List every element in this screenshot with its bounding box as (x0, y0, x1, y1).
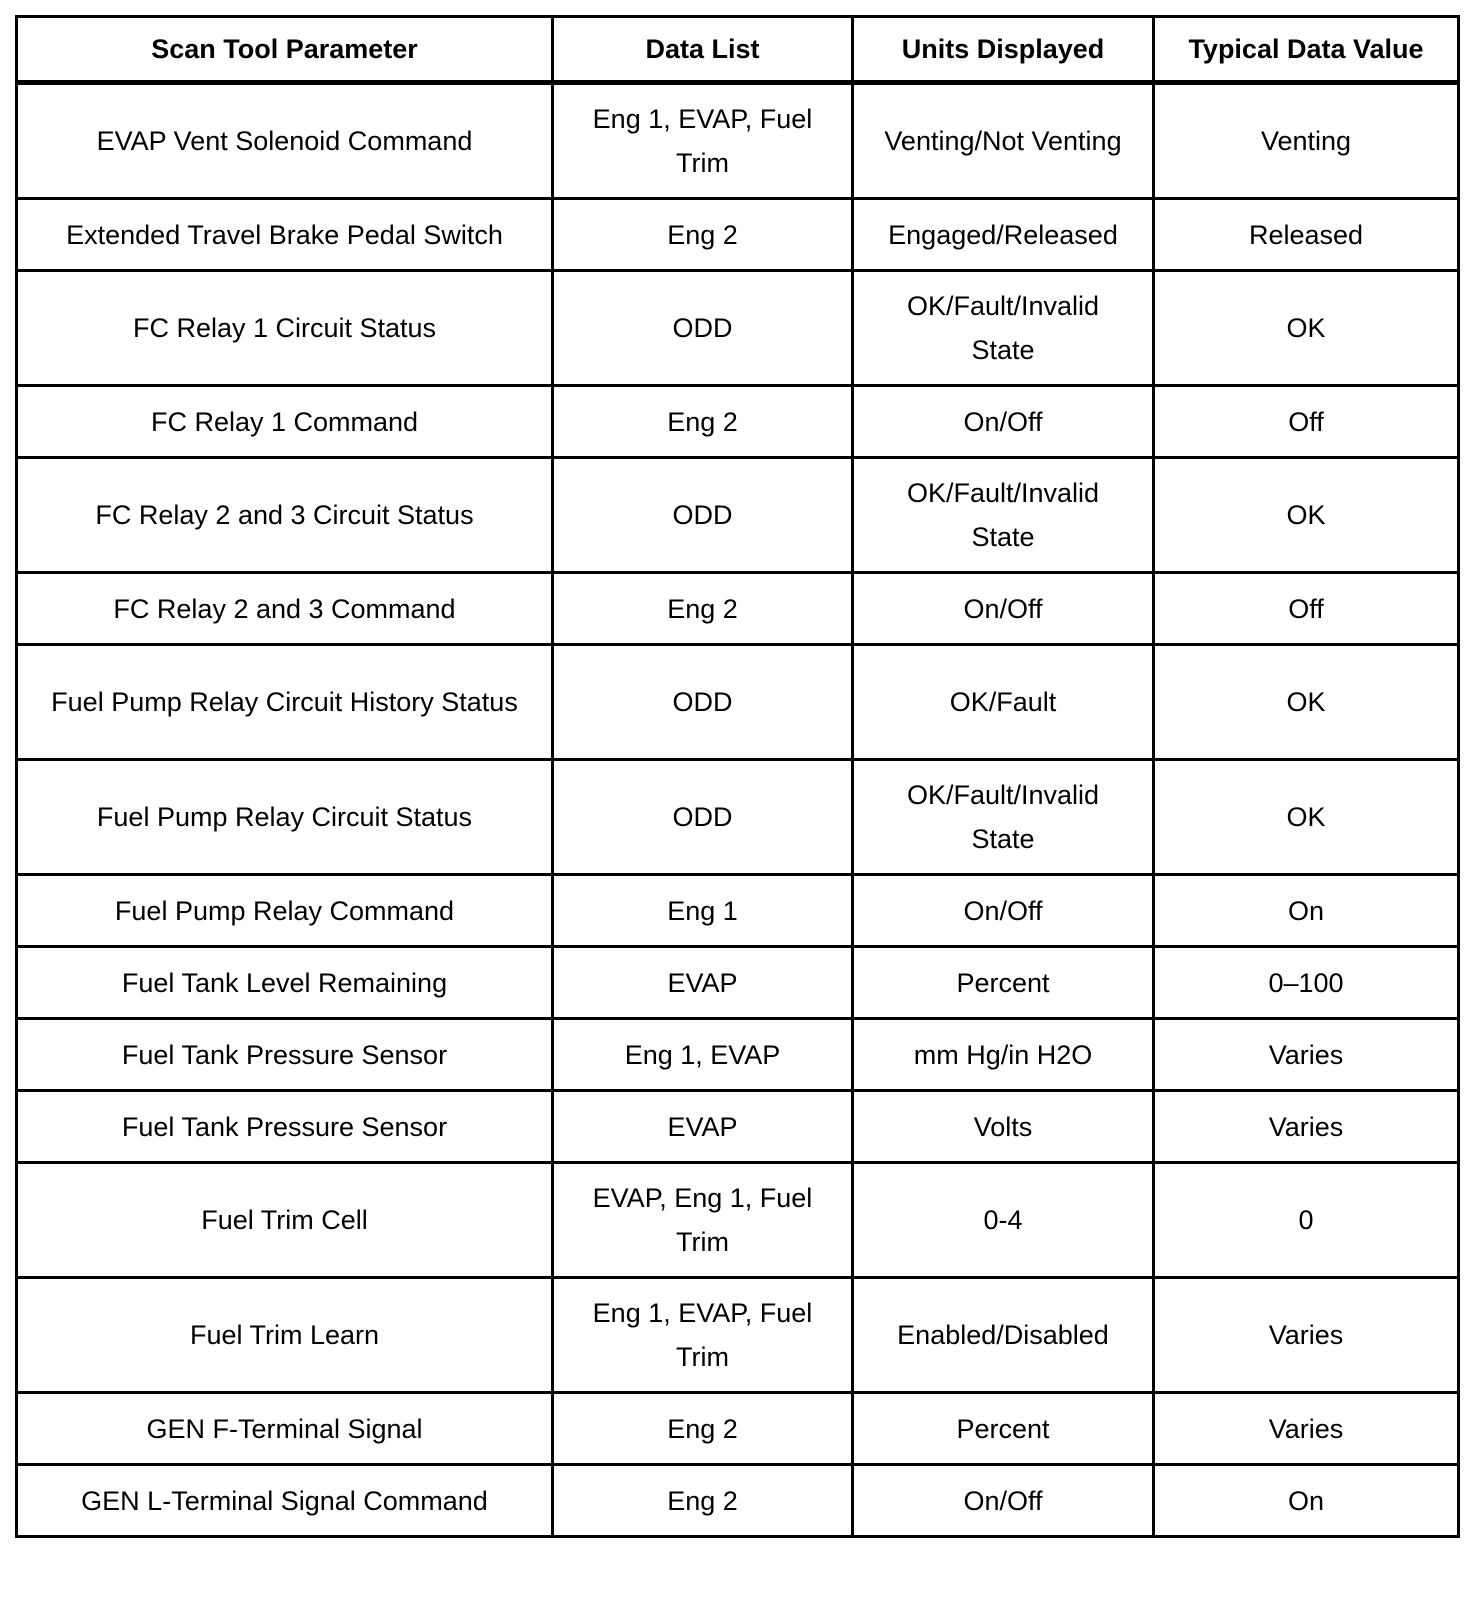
cell-typical-value: Varies (1154, 1091, 1459, 1163)
cell-parameter: FC Relay 2 and 3 Command (17, 573, 553, 645)
cell-units: On/Off (853, 875, 1154, 947)
cell-data-list: Eng 1, EVAP (553, 1019, 853, 1091)
cell-units: Percent (853, 947, 1154, 1019)
cell-units: On/Off (853, 386, 1154, 458)
table-row (17, 1091, 1459, 1163)
table-row (17, 386, 1459, 458)
cell-data-list: Eng 2 (553, 1393, 853, 1465)
cell-units: Volts (853, 1091, 1154, 1163)
table-row (17, 1163, 1459, 1278)
cell-data-list: ODD (553, 760, 853, 875)
cell-data-list: Eng 2 (553, 386, 853, 458)
cell-parameter: Fuel Tank Pressure Sensor (17, 1091, 553, 1163)
cell-typical-value: OK (1154, 458, 1459, 573)
cell-typical-value: On (1154, 875, 1459, 947)
cell-parameter: Fuel Tank Pressure Sensor (17, 1019, 553, 1091)
cell-typical-value: 0–100 (1154, 947, 1459, 1019)
cell-units: OK/Fault/Invalid State (853, 271, 1154, 386)
cell-typical-value: Varies (1154, 1393, 1459, 1465)
table-row (17, 458, 1459, 573)
table-row (17, 1019, 1459, 1091)
cell-units: OK/Fault (853, 645, 1154, 760)
cell-parameter: Fuel Trim Cell (17, 1163, 553, 1278)
cell-data-list: Eng 2 (553, 199, 853, 271)
table-row (17, 1278, 1459, 1393)
cell-typical-value: OK (1154, 645, 1459, 760)
cell-data-list: Eng 1, EVAP, Fuel Trim (553, 1278, 853, 1393)
cell-data-list: Eng 1 (553, 875, 853, 947)
cell-units: Engaged/Released (853, 199, 1154, 271)
table-row (17, 645, 1459, 760)
scan-tool-data-table (15, 15, 1460, 1538)
cell-parameter: Fuel Pump Relay Circuit Status (17, 760, 553, 875)
cell-units: OK/Fault/Invalid State (853, 458, 1154, 573)
cell-units: On/Off (853, 573, 1154, 645)
cell-parameter: Fuel Pump Relay Command (17, 875, 553, 947)
table-row (17, 875, 1459, 947)
cell-typical-value: Off (1154, 573, 1459, 645)
cell-data-list: Eng 1, EVAP, Fuel Trim (553, 83, 853, 199)
header-row (17, 17, 1459, 83)
cell-typical-value: Released (1154, 199, 1459, 271)
cell-units: Percent (853, 1393, 1154, 1465)
cell-typical-value: OK (1154, 760, 1459, 875)
cell-parameter: FC Relay 1 Command (17, 386, 553, 458)
cell-data-list: ODD (553, 458, 853, 573)
cell-parameter: GEN F-Terminal Signal (17, 1393, 553, 1465)
table-row (17, 760, 1459, 875)
table-row (17, 573, 1459, 645)
table-row (17, 1393, 1459, 1465)
cell-parameter: FC Relay 1 Circuit Status (17, 271, 553, 386)
cell-data-list: EVAP (553, 947, 853, 1019)
cell-units: 0-4 (853, 1163, 1154, 1278)
header-scan-tool-parameter: Scan Tool Parameter (17, 17, 553, 83)
cell-parameter: FC Relay 2 and 3 Circuit Status (17, 458, 553, 573)
table-row (17, 199, 1459, 271)
cell-data-list: Eng 2 (553, 1465, 853, 1537)
cell-typical-value: Varies (1154, 1278, 1459, 1393)
cell-typical-value: On (1154, 1465, 1459, 1537)
cell-units: OK/Fault/Invalid State (853, 760, 1154, 875)
cell-typical-value: Venting (1154, 83, 1459, 199)
header-units-displayed: Units Displayed (853, 17, 1154, 83)
cell-typical-value: 0 (1154, 1163, 1459, 1278)
table-row (17, 271, 1459, 386)
cell-parameter: Fuel Tank Level Remaining (17, 947, 553, 1019)
table-row (17, 947, 1459, 1019)
cell-parameter: Fuel Trim Learn (17, 1278, 553, 1393)
cell-data-list: ODD (553, 271, 853, 386)
table-row (17, 1465, 1459, 1537)
cell-units: On/Off (853, 1465, 1154, 1537)
cell-parameter: Fuel Pump Relay Circuit History Status (17, 645, 553, 760)
cell-parameter: GEN L-Terminal Signal Command (17, 1465, 553, 1537)
header-data-list: Data List (553, 17, 853, 83)
cell-data-list: Eng 2 (553, 573, 853, 645)
cell-typical-value: OK (1154, 271, 1459, 386)
cell-units: mm Hg/in H2O (853, 1019, 1154, 1091)
cell-parameter: EVAP Vent Solenoid Command (17, 83, 553, 199)
cell-parameter: Extended Travel Brake Pedal Switch (17, 199, 553, 271)
cell-units: Venting/Not Venting (853, 83, 1154, 199)
cell-data-list: EVAP (553, 1091, 853, 1163)
table-row (17, 83, 1459, 199)
cell-data-list: EVAP, Eng 1, Fuel Trim (553, 1163, 853, 1278)
cell-typical-value: Varies (1154, 1019, 1459, 1091)
header-typical-data-value: Typical Data Value (1154, 17, 1459, 83)
cell-typical-value: Off (1154, 386, 1459, 458)
cell-units: Enabled/Disabled (853, 1278, 1154, 1393)
cell-data-list: ODD (553, 645, 853, 760)
